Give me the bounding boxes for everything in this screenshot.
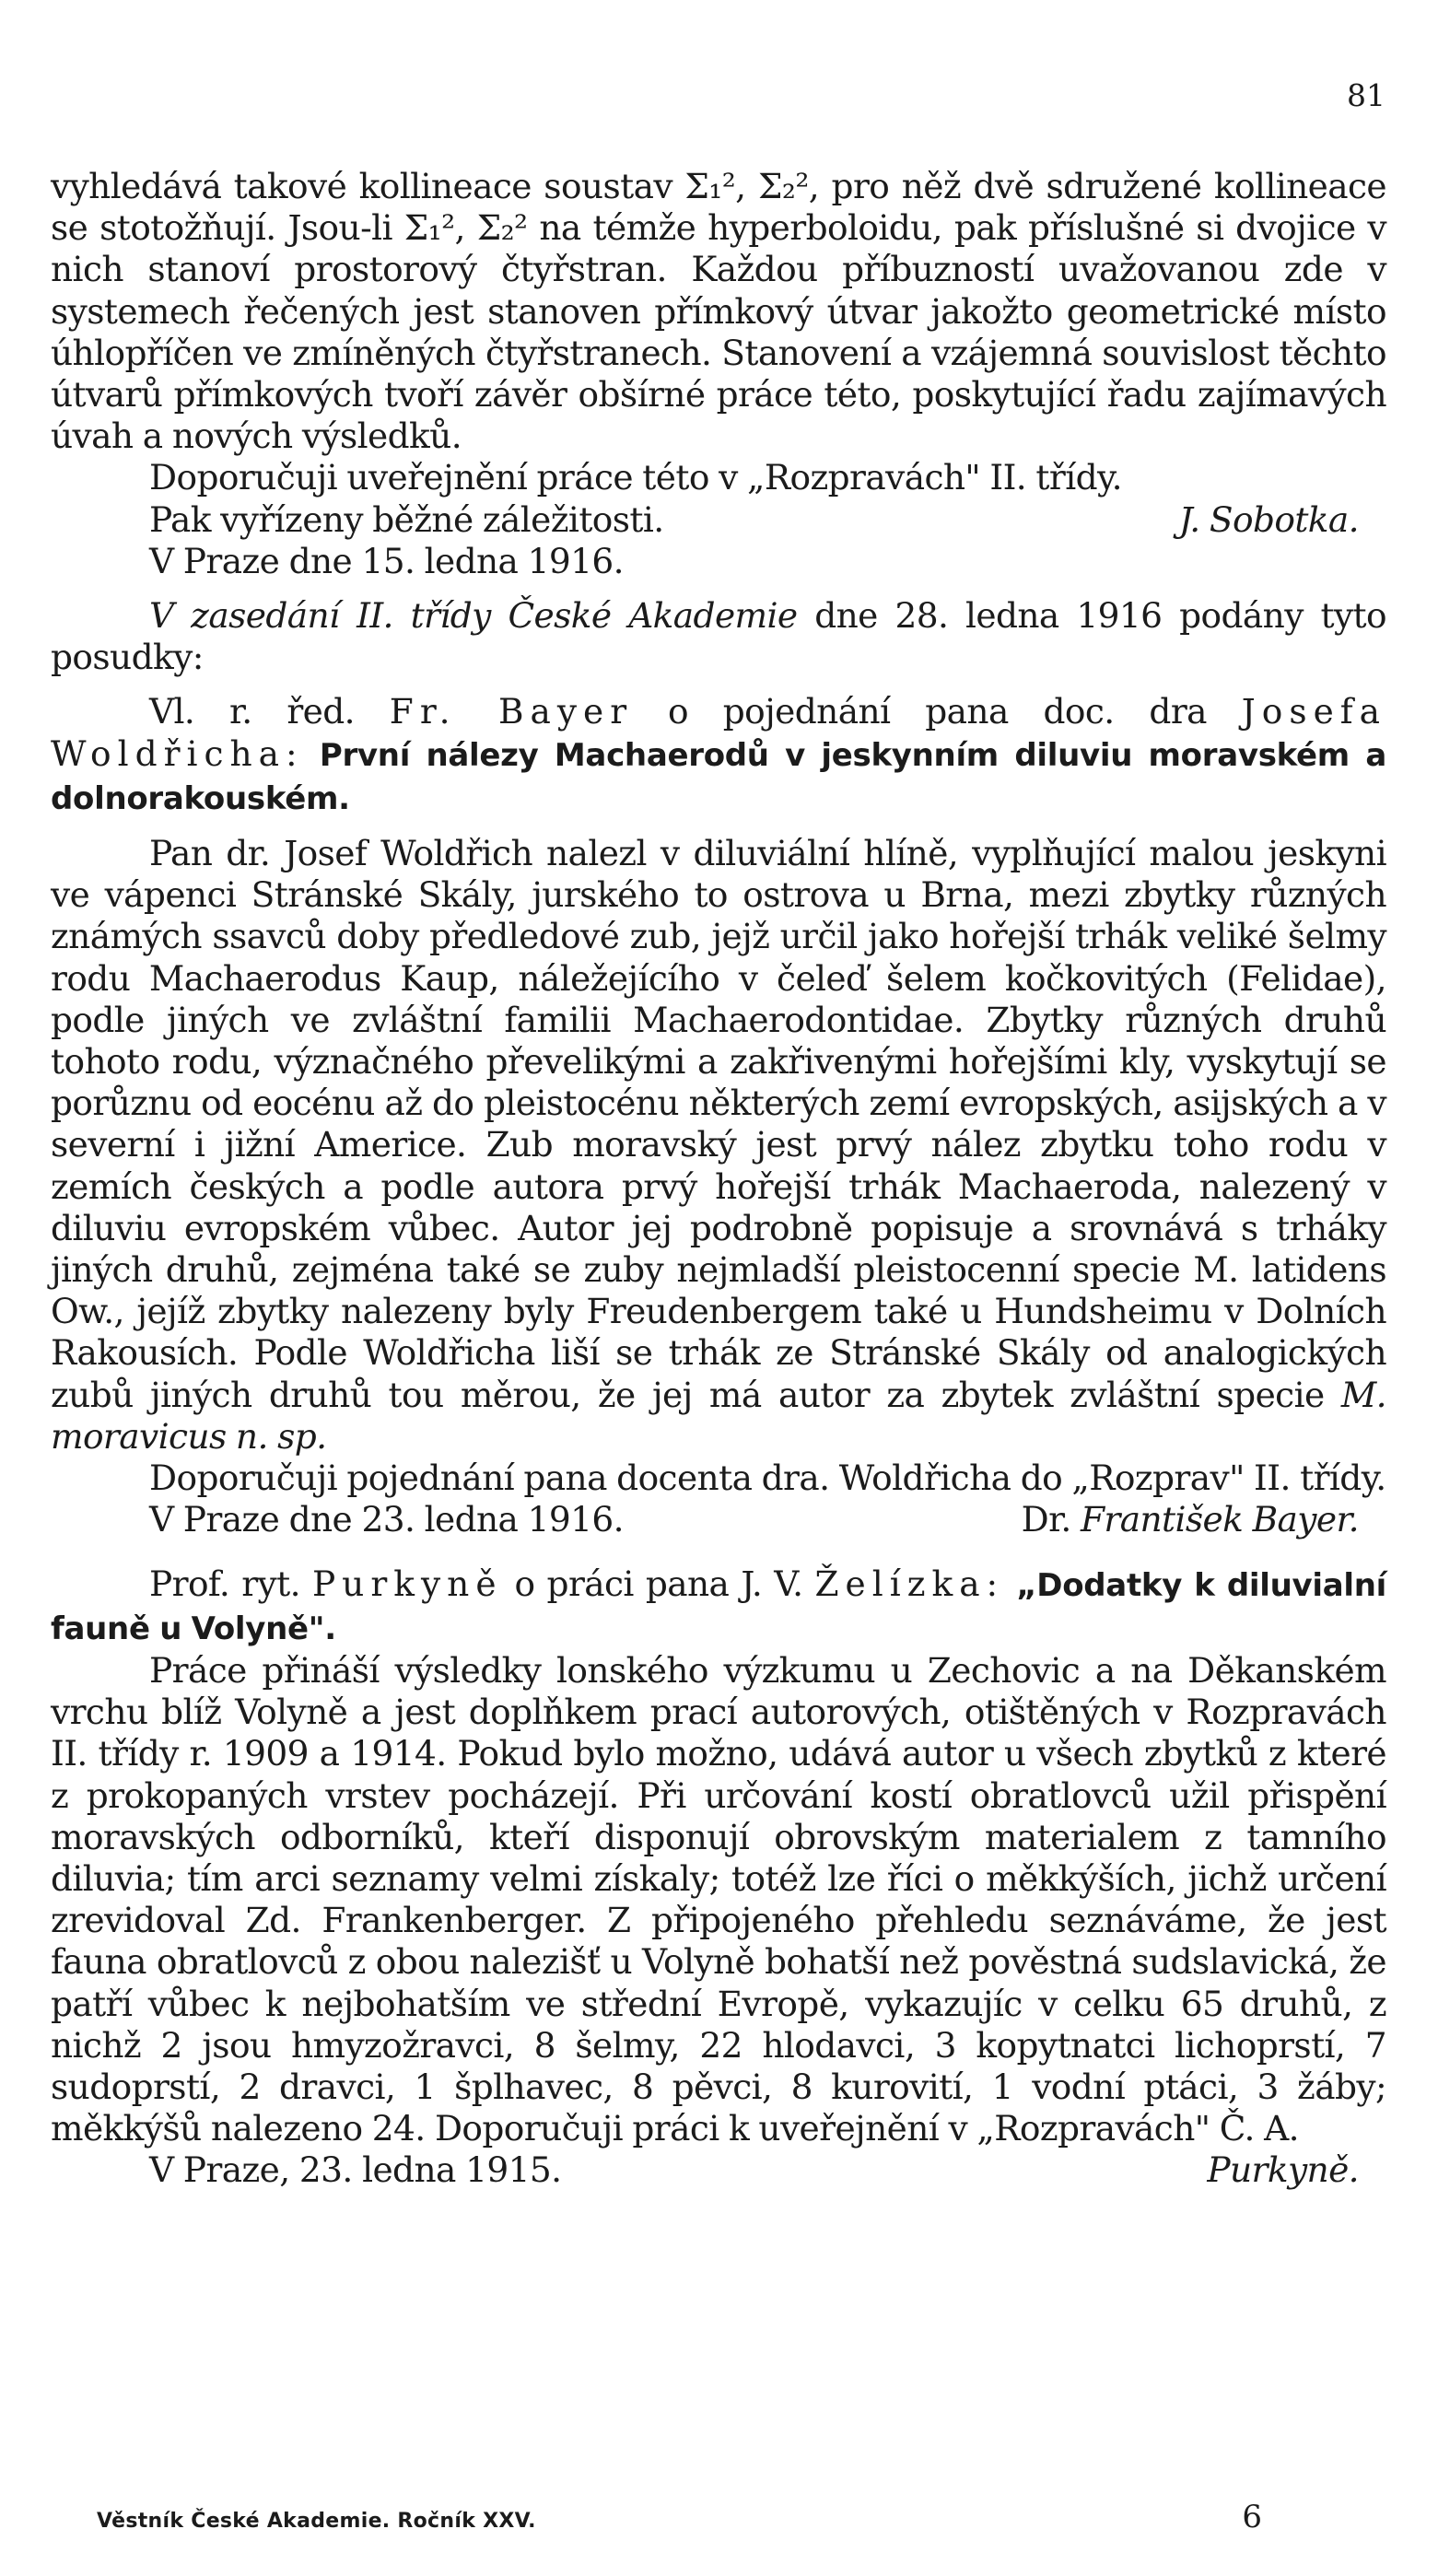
date-signature-bayer [51, 1499, 1386, 1540]
species-name: M. moravicus n. sp. [51, 1374, 1386, 1457]
signature-bayer [1022, 1499, 1386, 1540]
signature-name: František Bayer. [1080, 1499, 1359, 1540]
text-run: Vl. r. řed. [149, 691, 390, 732]
closing-text: Pak vyřízeny běžné záležitosti. [149, 498, 664, 540]
date-line-3: V Praze, 23. ledna 1915. [149, 2149, 562, 2191]
paragraph-zelizka: Práce přináší výsledky lonského výzkumu u Zechovic a na Děkanském vrchu blíž Volyně a jest doplňkem prací autorových, otištěných v Rozpravách II. třídy r. 1909 a 1914. Pokud bylo možno, udává autor u všech zbytků z které z prokopaných vrstev pocházejí. Při určování kostí obratlovců užil přispění moravských odborníků, kteří disponují obrovským materialem z tamního diluvia; tím arci seznamy velmi získaly; totéž lze říci o měkkýších, jichž určení zrevidoval Zd. Frankenberger. Z připojeného přehledu seznáváme, že jest fauna obratlovců z obou nalezišť u Volyně bohatší než pověstná sudslavická, že patří vůbec k nejbohatším ve střední Evropě, vykazujíc v celku 65 druhů, z nichž 2 jsou hmyzožravci, 8 šelmy, 22 hlodavci, 3 kopytnatci lichoprstí, 7 sudoprstí, 2 dravci, 1 šplhavec, 8 pěvci, 8 kurovití, 1 vodní ptáci, 3 žáby; měkkýšů nalezeno 24. Doporučuji práci k uveřejnění v „Rozpravách" Č. A. [51, 1649, 1386, 2149]
signature-sobotka: J. Sobotka. [1178, 498, 1359, 540]
work-title: První nálezy Machaerodů v jeskynním diluviu moravském a dolnorakouském. [51, 736, 1386, 817]
date-signature-purkyne [51, 2149, 1386, 2191]
spaced-name: Fr. Bayer [389, 691, 634, 732]
text-run: o práci pana J. V. [502, 1563, 815, 1604]
bayer-review-heading [51, 691, 1386, 820]
paragraph-sobotka-review: vyhledává takové kollineace soustav Σ₁², Σ₂², pro něž dvě sdružené kollineace se stotožňují. Jsou-li Σ₁², Σ₂² na témže hyperboloidu, pak příslušné si dvojice v nich stanoví prostorový čtyřstran. Každou příbuzností uvažovanou zde v systemech řečených jest stanoven přímkový útvar jakožto geometrické místo úhlopříčen ve zmíněných čtyřstranech. Stanovení a vzájemná souvislost těchto útvarů přímkových tvoří závěr obšírné práce této, poskytující řadu zajímavých úvah a nových výsledků. [51, 166, 1386, 457]
spaced-name: Josefa Woldřicha: [51, 691, 1387, 774]
signature-purkyne: Purkyně. [1207, 2149, 1359, 2191]
recommendation-bayer: Doporučuji pojednání pana docenta dra. Woldřicha do „Rozprav" II. třídy. [149, 1458, 1386, 1499]
spaced-name: Purkyně [311, 1563, 503, 1604]
paragraph-woldrich [51, 833, 1386, 1458]
session-heading-italic: V zasedání II. třídy České Akademie [149, 595, 798, 637]
text-run: Pan dr. Josef Woldřich nalezl v diluviální hlíně, vyplňující malou jeskyni ve vápenci Stránské Skály, jurského to ostrova u Brna, mezi zbytky různých známých ssavců doby předledové zub, jejž určil jako hořejší trhák veliké šelmy rodu Machaerodus Kaup, náležejícího v čeleď šelem kočkovitých (Felidae), podle jiných ve zvláštní familii Machaerodontidae. Zbytky různých druhů tohoto rodu, význačného převelikými a zakřivenými hořejšími kly, vyskytují se porůznu od eocénu až do pleistocénu některých zemí evropských, asijských a v severní i jižní Americe. Zub moravský jest prvý nález zbytku toho rodu v zemích českých a podle autora prvý hořejší trhák Machaeroda, nalezený v diluviu evropském vůbec. Autor jej podrobně popisuje a srovnává s trháky jiných druhů, zejména také se zuby nejmladší pleistocenní specie M. latidens Ow., jejíž zbytky nalezeny byly Freudenbergem také u Hundsheimu v Dolních Rakousích. Podle Woldřicha liší se trhák ze Stránské Skály od analogických zubů jiných druhů tou měrou, že jej má autor za zbytek zvláštní specie [51, 833, 1386, 1415]
text-run: o pojednání pana doc. dra [633, 691, 1242, 732]
session-heading-rest: dne 28. ledna 1916 podány tyto posudky: [51, 595, 1386, 678]
signature-mark: 6 [1242, 2499, 1262, 2535]
page-footer [51, 2499, 1386, 2535]
text-run: Dr. [1021, 1499, 1081, 1540]
date-line-1: V Praze dne 15. ledna 1916. [149, 540, 624, 581]
journal-title: Věstník České Akademie. Ročník XXV. [97, 2510, 536, 2533]
session-heading [51, 595, 1386, 678]
page-number: 81 [1347, 77, 1385, 113]
page-body [51, 166, 1386, 2192]
work-title: „Dodatky k diluvialní fauně u Volyně". [51, 1566, 1386, 1647]
closing-line [51, 499, 1386, 541]
recommendation-sobotka: Doporučuji uveřejnění práce této v „Rozpravách" II. třídy. [149, 457, 1122, 498]
spaced-name: Želízka: [814, 1563, 1005, 1604]
date-line-2: V Praze dne 23. ledna 1916. [149, 1499, 624, 1540]
text-run: Prof. ryt. [149, 1563, 312, 1604]
purkyne-review-heading [51, 1563, 1386, 1650]
